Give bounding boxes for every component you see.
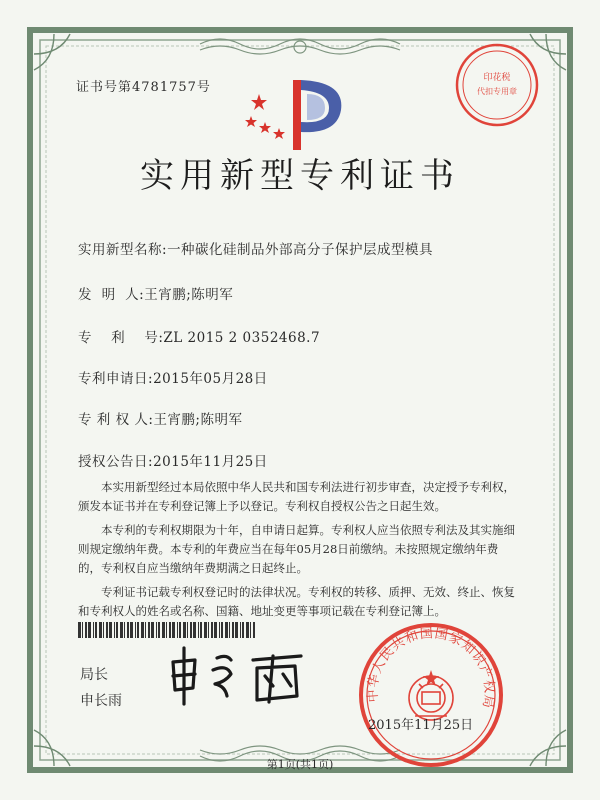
field-value: ZL 2015 2 0352468.7: [163, 330, 321, 346]
svg-text:代扣专用章: 代扣专用章: [477, 87, 517, 96]
director-title: 局长: [80, 667, 108, 683]
body-paragraph: 本专利的专利权期限为十年，自申请日起算。专利权人应当依照专利法及其实施细则规定缴纳年费。本专利的年费应当在每年05月28日前缴纳。未按照规定缴纳年费的，专利权自应当缴纳年费期满之日起终止。: [78, 523, 515, 575]
field-inventor: [78, 283, 233, 303]
seal-arc-text: 中华人民共和国国家知识产权局: [365, 626, 497, 711]
field-value: 王宵鹏;陈明军: [144, 287, 234, 303]
svg-text:中华人民共和国国家知识产权局: [365, 626, 498, 710]
field-value: 一种碳化硅制品外部高分子保护层成型模具: [167, 242, 434, 258]
certificate-title: 实用新型专利证书: [140, 156, 460, 196]
special-seal-stamp: [452, 40, 542, 130]
field-value: 2015年11月25日: [153, 454, 268, 470]
field-label: 实用新型名称:: [78, 242, 168, 258]
field-grant-date: [78, 450, 268, 470]
body-paragraph: 专利证书记载专利权登记时的法律状况。专利权的转移、质押、无效、终止、恢复和专利权人的姓名或名称、国籍、地址变更等事项记载在专利登记簿上。: [78, 585, 515, 618]
field-label: 专利申请日:: [78, 371, 154, 387]
director-name: 申长雨: [80, 693, 122, 709]
body-paragraph: 本实用新型经过本局依照中华人民共和国专利法进行初步审查，决定授予专利权，颁发本证书并在专利登记簿上予以登记。专利权自授权公告之日起生效。: [78, 480, 515, 513]
svg-text:印花税: 印花税: [483, 73, 511, 83]
barcode: [78, 622, 258, 638]
official-seal-stamp: [356, 620, 506, 770]
field-patentee: [78, 408, 243, 428]
field-utility-model-name: [78, 238, 433, 258]
patent-office-logo: [245, 72, 355, 152]
certificate-number: 证书号第4781757号: [76, 80, 211, 95]
field-application-date: [78, 367, 268, 387]
field-label: 发 明 人:: [78, 287, 145, 303]
page-number: 第1页(共1页): [266, 758, 334, 771]
field-label: 授权公告日:: [78, 454, 154, 470]
field-label: 专 利 号:: [78, 330, 164, 346]
field-value: 王宵鹏;陈明军: [153, 412, 243, 428]
certificate-body: [78, 478, 518, 626]
seal-date: 2015年11月25日: [368, 718, 474, 733]
field-value: 2015年05月28日: [153, 371, 268, 387]
director-signature: [165, 640, 315, 710]
field-patent-number: [78, 326, 320, 346]
field-label: 专 利 权 人:: [78, 412, 154, 428]
